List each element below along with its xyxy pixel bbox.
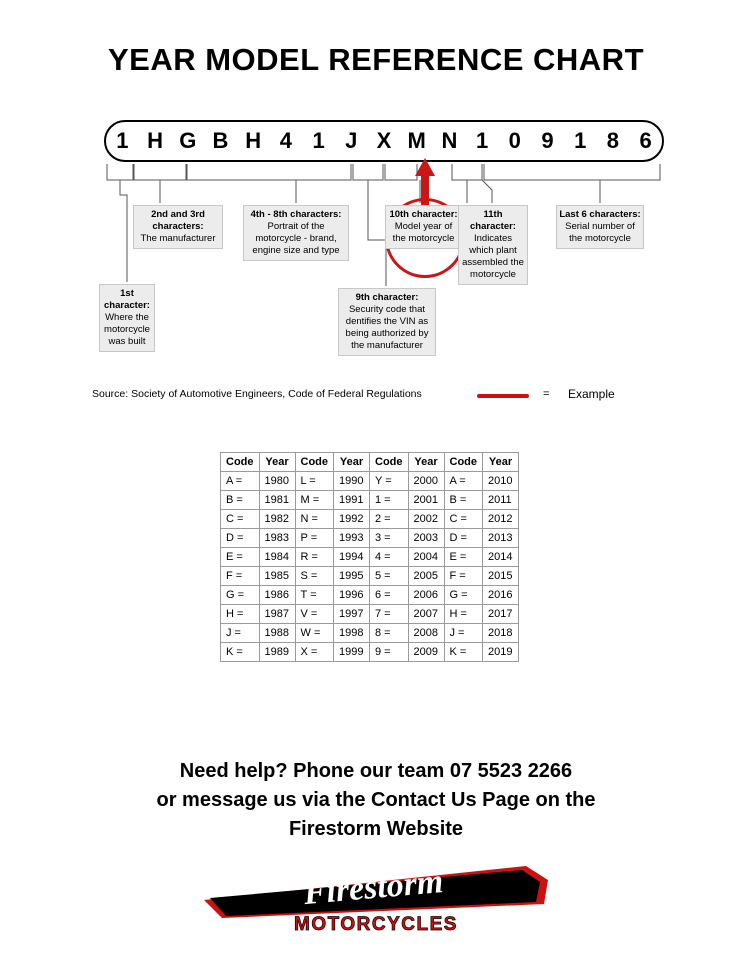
cell-year: 1995	[334, 567, 370, 586]
legend-example-line	[477, 394, 529, 398]
cell-code: R =	[295, 548, 334, 567]
cell-code: 2 =	[370, 510, 409, 529]
cell-code: 6 =	[370, 586, 409, 605]
page-title: YEAR MODEL REFERENCE CHART	[107, 42, 645, 77]
cell-code: T =	[295, 586, 334, 605]
callout-4th-8th-characters	[243, 205, 349, 261]
cell-code: B =	[221, 491, 260, 510]
cell-code: X =	[295, 643, 334, 662]
callout-body: Portrait of the motorcycle - brand, engine size and type	[252, 221, 340, 256]
callout-heading: Last 6 characters:	[559, 209, 641, 220]
vin-strip	[104, 120, 664, 162]
cell-year: 1988	[259, 624, 295, 643]
callout-body: Model year of the motorcycle	[392, 221, 455, 244]
cell-code: K =	[444, 643, 483, 662]
cell-code: 1 =	[370, 491, 409, 510]
cell-year: 1997	[334, 605, 370, 624]
vin-char: X	[376, 128, 392, 153]
cell-code: L =	[295, 472, 334, 491]
callout-11th-character	[458, 205, 528, 285]
vin-char: G	[179, 128, 197, 153]
column-header: Year	[259, 453, 295, 472]
table-header-row	[221, 453, 519, 472]
table-row	[221, 491, 519, 510]
vin-char: 4	[279, 128, 292, 153]
cell-year: 1986	[259, 586, 295, 605]
cell-year: 1993	[334, 529, 370, 548]
callout-heading: 11th character:	[470, 209, 516, 232]
column-header: Year	[408, 453, 444, 472]
cell-code: K =	[221, 643, 260, 662]
callout-body: Where the motorcycle was built	[104, 312, 150, 347]
cell-year: 1991	[334, 491, 370, 510]
cell-year: 1990	[334, 472, 370, 491]
cell-year: 1980	[259, 472, 295, 491]
vin-char: H	[245, 128, 262, 153]
cell-year: 2009	[408, 643, 444, 662]
cell-code: H =	[221, 605, 260, 624]
callout-1st-character	[99, 284, 155, 352]
cell-year: 2000	[408, 472, 444, 491]
column-header: Code	[370, 453, 409, 472]
legend-equals: =	[543, 388, 550, 400]
cell-code: F =	[221, 567, 260, 586]
vin-char: H	[147, 128, 163, 153]
cell-year: 1996	[334, 586, 370, 605]
cell-year: 2005	[408, 567, 444, 586]
cell-year: 2002	[408, 510, 444, 529]
cell-code: S =	[295, 567, 334, 586]
vin-char: 8	[606, 128, 620, 153]
footer-contact	[0, 757, 752, 844]
cell-code: E =	[444, 548, 483, 567]
cell-code: 5 =	[370, 567, 409, 586]
cell-year: 2006	[408, 586, 444, 605]
table-row	[221, 605, 519, 624]
callout-body: Security code that dentifies the VIN as being authorized by the manufacturer	[345, 304, 429, 351]
cell-year: 2001	[408, 491, 444, 510]
column-header: Code	[221, 453, 260, 472]
vin-char: 0	[508, 128, 521, 153]
firestorm-motorcycles-logo	[196, 860, 556, 938]
cell-code: 3 =	[370, 529, 409, 548]
cell-code: 7 =	[370, 605, 409, 624]
callout-10th-character	[385, 205, 462, 249]
cell-year: 1984	[259, 548, 295, 567]
cell-code: 4 =	[370, 548, 409, 567]
cell-year: 2012	[483, 510, 519, 529]
cell-year: 2017	[483, 605, 519, 624]
footer-line-3: Firestorm Website	[288, 818, 464, 840]
cell-year: 2018	[483, 624, 519, 643]
table-row	[221, 643, 519, 662]
column-header: Code	[444, 453, 483, 472]
table-row	[221, 624, 519, 643]
cell-year: 2008	[408, 624, 444, 643]
cell-code: 9 =	[370, 643, 409, 662]
callout-last-6-characters	[556, 205, 644, 249]
cell-year: 2014	[483, 548, 519, 567]
cell-year: 2010	[483, 472, 519, 491]
vin-char: 1	[312, 128, 325, 153]
callout-body: Indicates which plant assembled the motorcycle	[462, 233, 524, 280]
cell-year: 2013	[483, 529, 519, 548]
cell-year: 2004	[408, 548, 444, 567]
cell-code: A =	[444, 472, 483, 491]
footer-line-2: or message us via the Contact Us Page on the	[156, 789, 596, 811]
cell-code: G =	[221, 586, 260, 605]
legend-example-label: Example	[568, 387, 615, 401]
cell-code: D =	[444, 529, 483, 548]
cell-code: G =	[444, 586, 483, 605]
vin-char: 1	[116, 128, 129, 153]
cell-year: 1983	[259, 529, 295, 548]
cell-code: V =	[295, 605, 334, 624]
cell-year: 2019	[483, 643, 519, 662]
cell-year: 1998	[334, 624, 370, 643]
cell-code: M =	[295, 491, 334, 510]
logo-subtitle-text: MOTORCYCLES	[294, 914, 458, 935]
cell-code: E =	[221, 548, 260, 567]
table-row	[221, 586, 519, 605]
callout-body: The manufacturer	[140, 233, 216, 244]
cell-code: J =	[221, 624, 260, 643]
cell-year: 2015	[483, 567, 519, 586]
cell-year: 1985	[259, 567, 295, 586]
cell-code: C =	[444, 510, 483, 529]
callout-9th-character	[338, 288, 436, 356]
callout-heading: 4th - 8th characters:	[250, 209, 342, 220]
cell-code: A =	[221, 472, 260, 491]
cell-code: Y =	[370, 472, 409, 491]
cell-code: B =	[444, 491, 483, 510]
cell-code: J =	[444, 624, 483, 643]
cell-year: 1994	[334, 548, 370, 567]
cell-year: 1982	[259, 510, 295, 529]
cell-year: 1987	[259, 605, 295, 624]
vin-char: 9	[541, 128, 554, 153]
cell-year: 2003	[408, 529, 444, 548]
vin-char: 1	[475, 128, 489, 153]
year-code-table	[220, 452, 519, 662]
callout-heading: 2nd and 3rd characters:	[151, 209, 205, 232]
logo-brand-text: Firestorm	[302, 863, 445, 913]
cell-code: N =	[295, 510, 334, 529]
vin-char: J	[345, 128, 358, 153]
column-header: Code	[295, 453, 334, 472]
cell-code: 8 =	[370, 624, 409, 643]
table-row	[221, 548, 519, 567]
callout-2nd-3rd-characters	[133, 205, 223, 249]
table-row	[221, 567, 519, 586]
cell-code: C =	[221, 510, 260, 529]
cell-year: 1999	[334, 643, 370, 662]
table-row	[221, 529, 519, 548]
column-header: Year	[334, 453, 370, 472]
cell-year: 1989	[259, 643, 295, 662]
source-note: Source: Society of Automotive Engineers, Code of Federal Regulations	[92, 388, 422, 400]
vin-char: B	[212, 128, 229, 153]
cell-year: 1992	[334, 510, 370, 529]
cell-year: 1981	[259, 491, 295, 510]
cell-code: D =	[221, 529, 260, 548]
cell-code: F =	[444, 567, 483, 586]
cell-year: 2011	[483, 491, 519, 510]
cell-year: 2016	[483, 586, 519, 605]
callout-heading: 9th character:	[355, 292, 419, 303]
cell-code: H =	[444, 605, 483, 624]
vin-char: 1	[574, 128, 587, 153]
callout-heading: 1st character:	[104, 288, 150, 311]
callout-body: Serial number of the motorcycle	[565, 221, 635, 244]
vin-char-model-year: M	[407, 128, 426, 153]
cell-code: P =	[295, 529, 334, 548]
vin-char: N	[441, 128, 458, 153]
footer-line-1: Need help? Phone our team 07 5523 2266	[179, 760, 573, 782]
cell-code: W =	[295, 624, 334, 643]
vin-char: 6	[639, 128, 652, 153]
table-row	[221, 472, 519, 491]
cell-year: 2007	[408, 605, 444, 624]
column-header: Year	[483, 453, 519, 472]
table-row	[221, 510, 519, 529]
callout-heading: 10th character:	[389, 209, 458, 220]
